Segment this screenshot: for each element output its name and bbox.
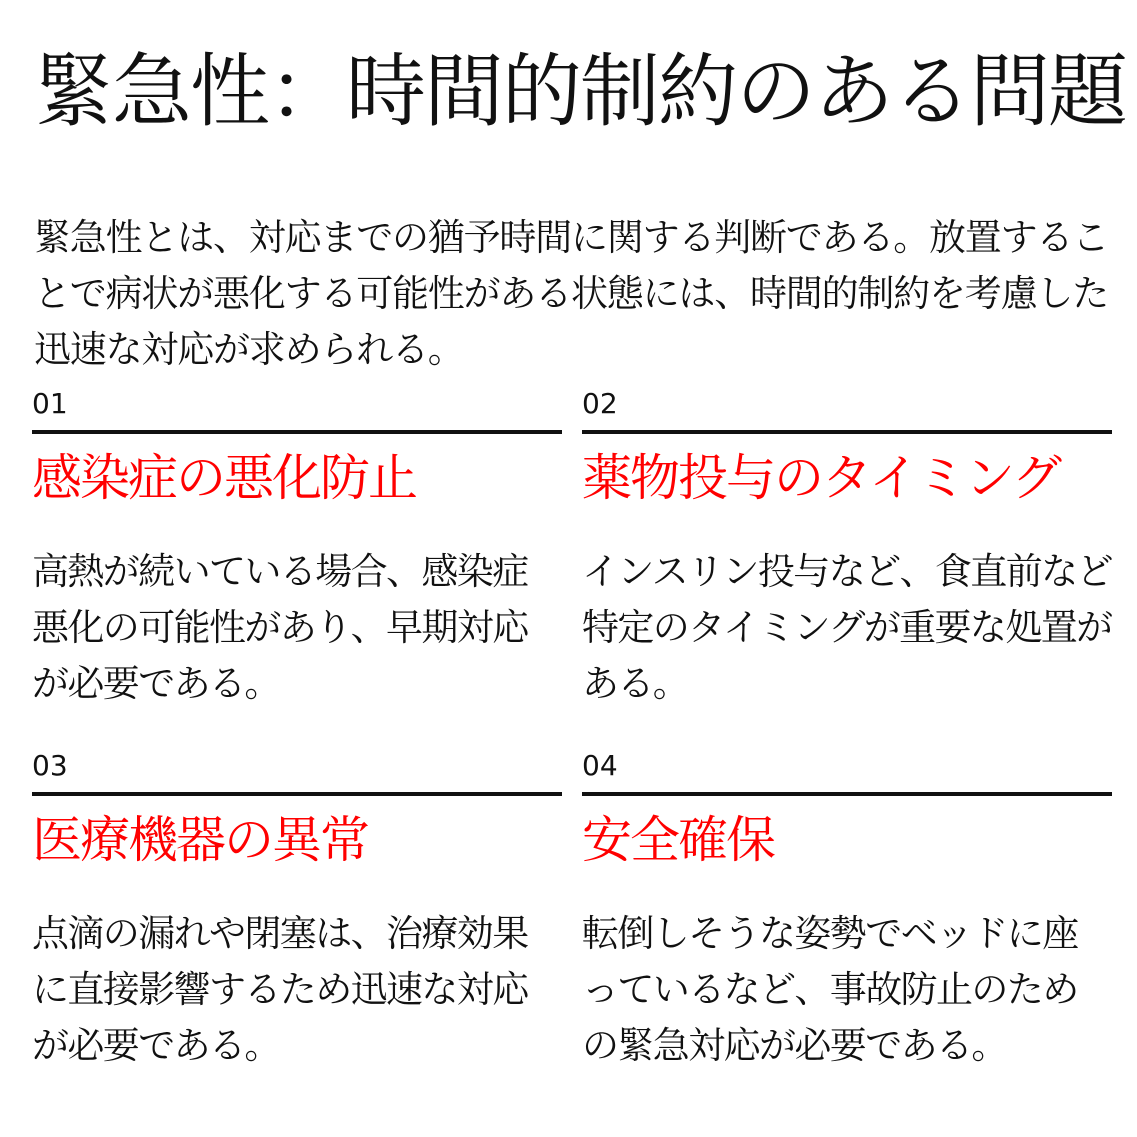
card-heading: 医療機器の異常	[32, 811, 368, 869]
urgency-card-device-malfunction	[32, 746, 562, 1074]
card-divider	[582, 430, 1112, 434]
card-text: 点滴の漏れや閉塞は、治療効果に直接影響するため迅速な対応が必要である。	[32, 912, 528, 1067]
card-text: 高熱が続いている場合、感染症悪化の可能性があり、早期対応が必要である。	[32, 550, 528, 705]
card-divider	[582, 792, 1112, 796]
urgency-card-infection	[32, 384, 562, 712]
card-text: インスリン投与など、食直前など特定のタイミングが重要な処置がある。	[582, 550, 1112, 705]
card-divider	[32, 792, 562, 796]
card-heading: 安全確保	[582, 811, 774, 869]
urgency-card-medication-timing	[582, 384, 1112, 712]
card-text: 転倒しそうな姿勢でベッドに座っているなど、事故防止のための緊急対応が必要である。	[582, 912, 1078, 1067]
urgency-card-safety	[582, 746, 1112, 1074]
page-title: 緊急性：時間的制約のある問題	[34, 45, 1126, 138]
card-number: 02	[582, 387, 618, 420]
card-number: 04	[582, 749, 618, 782]
intro-paragraph: 緊急性とは、対応までの猶予時間に関する判断である。放置することで病状が悪化する可能性がある状態には、時間的制約を考慮した迅速な対応が求められる。	[34, 216, 1108, 371]
card-divider	[32, 430, 562, 434]
card-number: 03	[32, 749, 68, 782]
card-heading: 感染症の悪化防止	[32, 449, 416, 507]
card-heading: 薬物投与のタイミング	[582, 449, 1060, 507]
card-number: 01	[32, 387, 68, 420]
